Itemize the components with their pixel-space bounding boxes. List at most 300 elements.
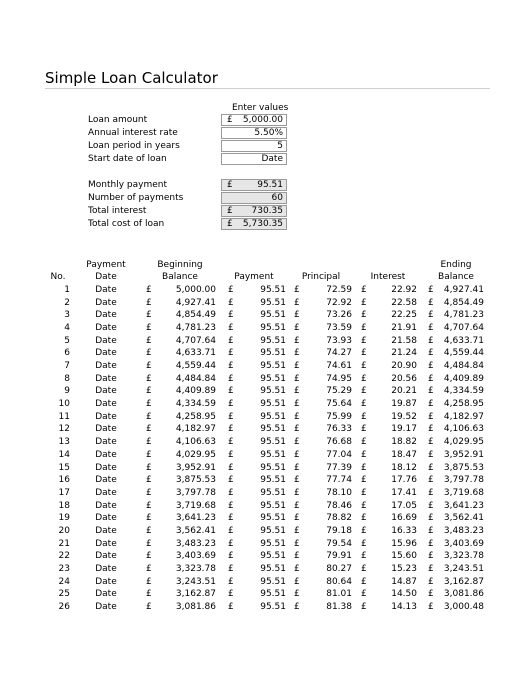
currency-symbol: £ <box>146 551 152 562</box>
principal-cell: 78.10 <box>326 487 352 498</box>
principal-cell: 74.61 <box>326 361 352 372</box>
interest-cell: 17.05 <box>391 500 417 511</box>
currency-symbol: £ <box>428 285 434 295</box>
payment-date-cell: Date <box>95 297 117 308</box>
col-header-no: No. <box>50 272 66 282</box>
payment-cell: 95.51 <box>260 411 286 422</box>
annual-interest-rate-label: Annual interest rate <box>88 128 178 138</box>
row-number: 14 <box>58 449 70 460</box>
beginning-balance-cell: 3,952.91 <box>175 462 216 473</box>
currency-symbol: £ <box>294 525 300 536</box>
total-interest-value: 730.35 <box>251 206 283 216</box>
currency-symbol: £ <box>146 335 152 346</box>
currency-symbol: £ <box>294 513 300 524</box>
beginning-balance-cell: 4,781.23 <box>175 323 216 334</box>
beginning-balance-cell: 3,403.69 <box>175 551 216 562</box>
currency-symbol: £ <box>428 348 434 359</box>
currency-symbol: £ <box>146 373 152 384</box>
table-row <box>0 500 520 513</box>
currency-symbol: £ <box>428 576 434 587</box>
payment-cell: 95.51 <box>260 551 286 562</box>
payment-date-cell: Date <box>95 386 117 397</box>
payment-date-cell: Date <box>95 525 117 536</box>
currency-symbol: £ <box>146 323 152 334</box>
currency-symbol: £ <box>146 589 152 600</box>
ending-balance-cell: 4,029.95 <box>443 437 484 448</box>
currency-symbol: £ <box>361 399 367 410</box>
number-of-payments-label: Number of payments <box>88 193 184 203</box>
col-header-ending-balance-top: Ending <box>440 260 472 270</box>
currency-symbol: £ <box>294 551 300 562</box>
table-row <box>0 385 520 398</box>
payment-date-cell: Date <box>95 589 117 600</box>
currency-symbol: £ <box>294 538 300 549</box>
table-row <box>0 538 520 551</box>
payment-date-cell: Date <box>95 449 117 460</box>
currency-symbol: £ <box>428 538 434 549</box>
currency-symbol: £ <box>294 500 300 511</box>
currency-symbol: £ <box>428 373 434 384</box>
table-row <box>0 360 520 373</box>
currency-symbol: £ <box>428 424 434 435</box>
currency-symbol: £ <box>228 323 234 334</box>
payment-cell: 95.51 <box>260 386 286 397</box>
currency-symbol: £ <box>146 411 152 422</box>
currency-symbol: £ <box>361 538 367 549</box>
principal-cell: 77.74 <box>326 475 352 486</box>
beginning-balance-cell: 3,323.78 <box>175 563 216 574</box>
currency-symbol: £ <box>294 449 300 460</box>
payment-cell: 95.51 <box>260 335 286 346</box>
interest-cell: 14.87 <box>391 576 417 587</box>
currency-symbol: £ <box>361 386 367 397</box>
beginning-balance-cell: 4,182.97 <box>175 424 216 435</box>
currency-symbol: £ <box>228 487 234 498</box>
currency-symbol: £ <box>228 475 234 486</box>
payment-date-cell: Date <box>95 424 117 435</box>
principal-cell: 73.93 <box>326 335 352 346</box>
currency-symbol: £ <box>228 361 234 372</box>
beginning-balance-cell: 4,707.64 <box>175 335 216 346</box>
beginning-balance-cell: 3,081.86 <box>175 602 216 612</box>
currency-symbol: £ <box>428 487 434 498</box>
currency-symbol: £ <box>361 285 367 295</box>
interest-cell: 20.56 <box>391 373 417 384</box>
principal-cell: 75.29 <box>326 386 352 397</box>
currency-symbol: £ <box>294 399 300 410</box>
principal-cell: 81.01 <box>326 589 352 600</box>
currency-symbol: £ <box>428 386 434 397</box>
payment-date-cell: Date <box>95 576 117 587</box>
interest-cell: 21.58 <box>391 335 417 346</box>
currency-symbol: £ <box>294 576 300 587</box>
currency-symbol: £ <box>146 525 152 536</box>
row-number: 6 <box>64 348 70 359</box>
currency-symbol: £ <box>294 361 300 372</box>
principal-cell: 72.92 <box>326 297 352 308</box>
currency-symbol: £ <box>228 373 234 384</box>
currency-symbol: £ <box>428 310 434 321</box>
currency-symbol: £ <box>294 475 300 486</box>
interest-cell: 16.69 <box>391 513 417 524</box>
currency-symbol: £ <box>361 310 367 321</box>
currency-symbol: £ <box>146 576 152 587</box>
start-date-value: Date <box>261 154 283 164</box>
row-number: 8 <box>64 373 70 384</box>
row-number: 19 <box>58 513 70 524</box>
currency-symbol: £ <box>428 475 434 486</box>
ending-balance-cell: 3,000.48 <box>443 602 484 612</box>
ending-balance-cell: 4,334.59 <box>443 386 484 397</box>
currency-symbol: £ <box>146 424 152 435</box>
currency-symbol: £ <box>361 525 367 536</box>
interest-cell: 17.76 <box>391 475 417 486</box>
interest-cell: 21.24 <box>391 348 417 359</box>
beginning-balance-cell: 3,641.23 <box>175 513 216 524</box>
loan-amount-value: 5,000.00 <box>242 115 283 125</box>
currency-symbol: £ <box>146 487 152 498</box>
currency-symbol: £ <box>428 297 434 308</box>
currency-symbol: £ <box>146 538 152 549</box>
principal-cell: 80.27 <box>326 563 352 574</box>
currency-symbol: £ <box>361 576 367 587</box>
total-interest-label: Total interest <box>88 206 147 216</box>
principal-cell: 80.64 <box>326 576 352 587</box>
payment-cell: 95.51 <box>260 297 286 308</box>
currency-symbol: £ <box>294 285 300 295</box>
payment-cell: 95.51 <box>260 500 286 511</box>
loan-period-input[interactable] <box>221 140 287 152</box>
table-row <box>0 309 520 322</box>
currency-symbol: £ <box>228 449 234 460</box>
payment-date-cell: Date <box>95 462 117 473</box>
table-row <box>0 487 520 500</box>
ending-balance-cell: 4,707.64 <box>443 323 484 334</box>
payment-cell: 95.51 <box>260 475 286 486</box>
row-number: 24 <box>58 576 70 587</box>
currency-symbol: £ <box>428 335 434 346</box>
col-header-payment-date-top: Payment <box>86 260 126 270</box>
row-number: 5 <box>64 335 70 346</box>
currency-symbol: £ <box>228 335 234 346</box>
principal-cell: 72.59 <box>326 285 352 295</box>
number-of-payments-value: 60 <box>271 193 283 203</box>
beginning-balance-cell: 4,927.41 <box>175 297 216 308</box>
currency-symbol: £ <box>146 399 152 410</box>
row-number: 17 <box>58 487 70 498</box>
payment-date-cell: Date <box>95 399 117 410</box>
col-header-principal: Principal <box>301 272 341 282</box>
currency-symbol: £ <box>361 513 367 524</box>
row-number: 10 <box>58 399 70 410</box>
row-number: 2 <box>64 297 70 308</box>
ending-balance-cell: 3,081.86 <box>443 589 484 600</box>
payment-date-cell: Date <box>95 500 117 511</box>
table-row <box>0 563 520 576</box>
principal-cell: 79.18 <box>326 525 352 536</box>
currency-symbol: £ <box>361 551 367 562</box>
currency-symbol: £ <box>146 563 152 574</box>
currency-symbol: £ <box>228 551 234 562</box>
col-header-payment-date-bottom: Date <box>95 272 117 282</box>
currency-symbol: £ <box>428 411 434 422</box>
row-number: 7 <box>64 361 70 372</box>
currency-symbol: £ <box>294 411 300 422</box>
payment-date-cell: Date <box>95 437 117 448</box>
ending-balance-cell: 3,719.68 <box>443 487 484 498</box>
currency-symbol: £ <box>361 361 367 372</box>
currency-symbol: £ <box>361 424 367 435</box>
row-number: 23 <box>58 563 70 574</box>
payment-cell: 95.51 <box>260 602 286 612</box>
row-number: 9 <box>64 386 70 397</box>
currency-symbol: £ <box>146 475 152 486</box>
ending-balance-cell: 4,559.44 <box>443 348 484 359</box>
currency-symbol: £ <box>146 513 152 524</box>
currency-symbol: £ <box>228 411 234 422</box>
table-row <box>0 449 520 462</box>
col-header-ending-balance-bottom: Balance <box>438 272 474 282</box>
currency-symbol: £ <box>361 411 367 422</box>
currency-symbol: £ <box>228 297 234 308</box>
beginning-balance-cell: 5,000.00 <box>175 285 216 295</box>
beginning-balance-cell: 3,562.41 <box>175 525 216 536</box>
currency-symbol: £ <box>146 386 152 397</box>
currency-symbol: £ <box>361 449 367 460</box>
interest-cell: 15.96 <box>391 538 417 549</box>
ending-balance-cell: 4,927.41 <box>443 285 484 295</box>
beginning-balance-cell: 4,484.84 <box>175 373 216 384</box>
currency-symbol: £ <box>227 180 233 190</box>
currency-symbol: £ <box>228 285 234 295</box>
beginning-balance-cell: 4,633.71 <box>175 348 216 359</box>
principal-cell: 76.33 <box>326 424 352 435</box>
payment-date-cell: Date <box>95 475 117 486</box>
currency-symbol: £ <box>228 589 234 600</box>
enter-values-label: Enter values <box>232 103 289 113</box>
ending-balance-cell: 3,562.41 <box>443 513 484 524</box>
ending-balance-cell: 3,875.53 <box>443 462 484 473</box>
currency-symbol: £ <box>294 373 300 384</box>
annual-interest-rate-input[interactable] <box>221 127 287 139</box>
table-row <box>0 297 520 310</box>
currency-symbol: £ <box>361 602 367 612</box>
currency-symbol: £ <box>146 348 152 359</box>
ending-balance-cell: 3,641.23 <box>443 500 484 511</box>
table-row <box>0 601 520 614</box>
currency-symbol: £ <box>294 462 300 473</box>
table-row <box>0 373 520 386</box>
payment-cell: 95.51 <box>260 576 286 587</box>
row-number: 1 <box>64 285 70 295</box>
currency-symbol: £ <box>228 513 234 524</box>
monthly-payment-output <box>221 179 287 191</box>
currency-symbol: £ <box>146 462 152 473</box>
currency-symbol: £ <box>428 602 434 612</box>
payment-cell: 95.51 <box>260 487 286 498</box>
currency-symbol: £ <box>294 602 300 612</box>
interest-cell: 19.52 <box>391 411 417 422</box>
row-number: 18 <box>58 500 70 511</box>
currency-symbol: £ <box>228 500 234 511</box>
currency-symbol: £ <box>228 310 234 321</box>
currency-symbol: £ <box>294 310 300 321</box>
payment-date-cell: Date <box>95 602 117 612</box>
currency-symbol: £ <box>228 348 234 359</box>
payment-cell: 95.51 <box>260 361 286 372</box>
currency-symbol: £ <box>428 462 434 473</box>
principal-cell: 78.82 <box>326 513 352 524</box>
currency-symbol: £ <box>228 602 234 612</box>
payment-cell: 95.51 <box>260 538 286 549</box>
row-number: 4 <box>64 323 70 334</box>
interest-cell: 14.50 <box>391 589 417 600</box>
table-row <box>0 462 520 475</box>
payment-cell: 95.51 <box>260 525 286 536</box>
interest-cell: 22.25 <box>391 310 417 321</box>
beginning-balance-cell: 4,029.95 <box>175 449 216 460</box>
table-row <box>0 423 520 436</box>
ending-balance-cell: 4,781.23 <box>443 310 484 321</box>
start-date-input[interactable] <box>221 153 287 165</box>
payment-cell: 95.51 <box>260 462 286 473</box>
principal-cell: 78.46 <box>326 500 352 511</box>
interest-cell: 15.23 <box>391 563 417 574</box>
table-row <box>0 512 520 525</box>
principal-cell: 74.27 <box>326 348 352 359</box>
currency-symbol: £ <box>228 462 234 473</box>
table-row <box>0 576 520 589</box>
table-row <box>0 588 520 601</box>
payment-date-cell: Date <box>95 323 117 334</box>
total-cost-label: Total cost of loan <box>88 219 165 229</box>
currency-symbol: £ <box>294 563 300 574</box>
loan-period-value: 5 <box>277 141 283 151</box>
col-header-beginning-balance-top: Beginning <box>157 260 203 270</box>
currency-symbol: £ <box>361 437 367 448</box>
principal-cell: 79.91 <box>326 551 352 562</box>
currency-symbol: £ <box>428 551 434 562</box>
currency-symbol: £ <box>228 386 234 397</box>
currency-symbol: £ <box>146 449 152 460</box>
ending-balance-cell: 3,952.91 <box>443 449 484 460</box>
principal-cell: 73.26 <box>326 310 352 321</box>
currency-symbol: £ <box>294 335 300 346</box>
interest-cell: 18.82 <box>391 437 417 448</box>
currency-symbol: £ <box>428 525 434 536</box>
annual-interest-rate-value: 5.50% <box>254 128 283 138</box>
currency-symbol: £ <box>228 576 234 587</box>
currency-symbol: £ <box>228 525 234 536</box>
beginning-balance-cell: 4,106.63 <box>175 437 216 448</box>
interest-cell: 14.13 <box>391 602 417 612</box>
payment-date-cell: Date <box>95 335 117 346</box>
interest-cell: 19.87 <box>391 399 417 410</box>
interest-cell: 22.58 <box>391 297 417 308</box>
currency-symbol: £ <box>428 589 434 600</box>
currency-symbol: £ <box>227 219 233 229</box>
currency-symbol: £ <box>428 361 434 372</box>
beginning-balance-cell: 3,875.53 <box>175 475 216 486</box>
principal-cell: 75.99 <box>326 411 352 422</box>
col-header-interest: Interest <box>370 272 406 282</box>
title-divider <box>45 88 490 89</box>
interest-cell: 18.47 <box>391 449 417 460</box>
total-cost-value: 5,730.35 <box>242 219 283 229</box>
beginning-balance-cell: 3,243.51 <box>175 576 216 587</box>
currency-symbol: £ <box>294 424 300 435</box>
currency-symbol: £ <box>428 500 434 511</box>
beginning-balance-cell: 3,162.87 <box>175 589 216 600</box>
currency-symbol: £ <box>294 437 300 448</box>
start-date-label: Start date of loan <box>88 154 167 164</box>
total-interest-output <box>221 205 287 217</box>
ending-balance-cell: 4,854.49 <box>443 297 484 308</box>
currency-symbol: £ <box>428 399 434 410</box>
currency-symbol: £ <box>146 500 152 511</box>
currency-symbol: £ <box>361 563 367 574</box>
currency-symbol: £ <box>361 487 367 498</box>
payment-date-cell: Date <box>95 361 117 372</box>
beginning-balance-cell: 3,797.78 <box>175 487 216 498</box>
interest-cell: 16.33 <box>391 525 417 536</box>
payment-date-cell: Date <box>95 563 117 574</box>
currency-symbol: £ <box>228 424 234 435</box>
table-row <box>0 550 520 563</box>
row-number: 12 <box>58 424 70 435</box>
row-number: 22 <box>58 551 70 562</box>
currency-symbol: £ <box>428 449 434 460</box>
principal-cell: 75.64 <box>326 399 352 410</box>
payment-cell: 95.51 <box>260 589 286 600</box>
currency-symbol: £ <box>294 487 300 498</box>
row-number: 16 <box>58 475 70 486</box>
row-number: 20 <box>58 525 70 536</box>
interest-cell: 17.41 <box>391 487 417 498</box>
table-row <box>0 335 520 348</box>
currency-symbol: £ <box>361 373 367 384</box>
currency-symbol: £ <box>428 323 434 334</box>
number-of-payments-output <box>221 192 287 204</box>
currency-symbol: £ <box>294 323 300 334</box>
payment-date-cell: Date <box>95 310 117 321</box>
currency-symbol: £ <box>361 323 367 334</box>
row-number: 13 <box>58 437 70 448</box>
payment-cell: 95.51 <box>260 285 286 295</box>
beginning-balance-cell: 3,483.23 <box>175 538 216 549</box>
currency-symbol: £ <box>361 475 367 486</box>
ending-balance-cell: 4,484.84 <box>443 361 484 372</box>
currency-symbol: £ <box>361 462 367 473</box>
principal-cell: 77.39 <box>326 462 352 473</box>
ending-balance-cell: 4,633.71 <box>443 335 484 346</box>
currency-symbol: £ <box>428 437 434 448</box>
currency-symbol: £ <box>146 285 152 295</box>
payment-cell: 95.51 <box>260 323 286 334</box>
payment-cell: 95.51 <box>260 424 286 435</box>
row-number: 3 <box>64 310 70 321</box>
row-number: 15 <box>58 462 70 473</box>
loan-amount-input[interactable] <box>221 114 287 126</box>
beginning-balance-cell: 4,334.59 <box>175 399 216 410</box>
interest-cell: 20.90 <box>391 361 417 372</box>
currency-symbol: £ <box>228 538 234 549</box>
loan-amount-label: Loan amount <box>88 115 148 125</box>
beginning-balance-cell: 4,258.95 <box>175 411 216 422</box>
payment-date-cell: Date <box>95 411 117 422</box>
payment-cell: 95.51 <box>260 563 286 574</box>
payment-cell: 95.51 <box>260 437 286 448</box>
